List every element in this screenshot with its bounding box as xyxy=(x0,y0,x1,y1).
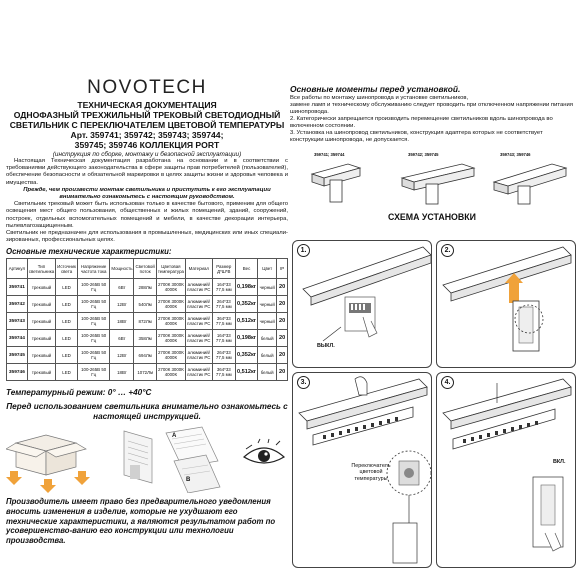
title-line: Арт. 359741; 359742; 359743; 359744; xyxy=(70,130,224,140)
off-label: ВЫКЛ. xyxy=(317,343,335,349)
installation-scheme-title: СХЕМА УСТАНОВКИ xyxy=(388,212,476,222)
specs-cell: 358Лм xyxy=(134,330,156,347)
specs-cell: 100-265В 50 Гц xyxy=(77,364,109,381)
box-unpack-icon xyxy=(6,435,90,493)
specs-row xyxy=(7,313,288,330)
header-cell: Цвет xyxy=(258,259,277,279)
product-label: 359743; 359746 xyxy=(500,152,531,157)
specs-cell: 20 xyxy=(277,364,288,381)
install-step-3 xyxy=(292,372,432,568)
brand-logo xyxy=(6,78,288,98)
specs-cell: 20 xyxy=(277,296,288,313)
specs-cell: черный xyxy=(258,279,277,296)
install-note-line: 2. Категорически запрещается производить перемещение светильников вдоль шинопровода во включенном состоянии. xyxy=(290,116,553,129)
specs-cell: 0,352кг xyxy=(235,296,257,313)
eye-icon xyxy=(244,439,284,463)
logo-text: NOVOTECH xyxy=(87,77,207,98)
specs-cell: 18Вт xyxy=(110,313,134,330)
specs-cell: 872Лм xyxy=(134,313,156,330)
specs-cell: 100-265В 50 Гц xyxy=(77,296,109,313)
install-note-line: Все работы по монтажу шинопровода и установке светильников, xyxy=(290,95,469,101)
specs-cell: 164*33 77,5 мм xyxy=(212,330,235,347)
on-label: ВКЛ. xyxy=(553,459,566,465)
install-notes-title: Основные моменты перед установкой. xyxy=(290,84,461,94)
specs-cell: LED xyxy=(56,296,78,313)
specs-cell: белый xyxy=(258,330,277,347)
specs-cell: 12Вт xyxy=(110,296,134,313)
specs-cell: трековый xyxy=(27,313,55,330)
specs-cell: алюминий/ пластик PC xyxy=(185,347,212,364)
specs-cell: 18Вт xyxy=(110,364,134,381)
step-number: 1. xyxy=(297,244,310,257)
specs-cell: 2700К 3000К 4000К xyxy=(156,279,185,296)
title-line: 359745; 359746 КОЛЛЕКЦИЯ PORT xyxy=(74,140,220,150)
specs-cell: 20 xyxy=(277,279,288,296)
specs-cell: 0,512кг xyxy=(235,313,257,330)
specs-cell: черный xyxy=(258,313,277,330)
specs-cell: 2700К 3000К 4000К xyxy=(156,296,185,313)
intro-restriction: Светильник не предназначен для использования в промышленных, медицинских или иных специали-зированных, профессиональных целях. xyxy=(6,230,288,244)
specs-cell: 2700К 3000К 4000К xyxy=(156,330,185,347)
product-drawings xyxy=(290,150,574,210)
read-instructions-warning: Перед использованием светильника внимательно ознакомьтесь с настоящей инструкцией. xyxy=(6,402,288,422)
specs-cell: 0,198кг xyxy=(235,330,257,347)
title-line: СВЕТИЛЬНИК С ПЕРЕКЛЮЧАТЕЛЕМ ЦВЕТОВОЙ ТЕМПЕРАТУРЫ xyxy=(9,120,285,130)
step-number: 2. xyxy=(441,244,454,257)
manual-label-a: A xyxy=(172,433,177,440)
specs-cell: 2700К 3000К 4000К xyxy=(156,364,185,381)
specs-cell: LED xyxy=(56,313,78,330)
specs-cell: 100-265В 50 Гц xyxy=(77,330,109,347)
header-cell: Артикул xyxy=(7,259,28,279)
header-cell: Цветовая температура xyxy=(156,259,185,279)
title-line: ТЕХНИЧЕСКАЯ ДОКУМЕНТАЦИЯ xyxy=(77,100,217,110)
manufacturer-note: Производитель имеет право без предварительного уведомления вносить изменения в изделие, которые не ухудшают его технические характеристики, а являются результатом работ по усовершенство-ванию его конструкции или технологии производства. xyxy=(6,497,276,545)
specs-cell: белый xyxy=(258,364,277,381)
specs-cell: трековый xyxy=(27,296,55,313)
step-4-drawing xyxy=(437,373,576,568)
step-number: 4. xyxy=(441,376,454,389)
specs-cell: 12Вт xyxy=(110,347,134,364)
install-note-line: 3. Установка на шинопровод светильников, конструкция адаптера которых не соответствует конструкции шинопровода, не допускается. xyxy=(290,130,543,143)
specs-cell: 359746 xyxy=(7,364,28,381)
color-temp-switch-label: Переключатель цветовой температуры xyxy=(351,463,391,482)
track-light-medium-icon xyxy=(402,164,474,204)
specs-cell: 6Вт xyxy=(110,330,134,347)
specs-cell: алюминий/ пластик PC xyxy=(185,296,212,313)
specs-row xyxy=(7,347,288,364)
left-column xyxy=(6,6,288,545)
right-column xyxy=(290,6,574,222)
specs-cell: 2700К 3000К 4000К xyxy=(156,313,185,330)
temperature-range: Температурный режим: 0° … +40°С xyxy=(6,388,152,398)
specs-cell: 359741 xyxy=(7,279,28,296)
specs-cell: 364*33 77,5 мм xyxy=(212,313,235,330)
specs-cell: алюминий/ пластик PC xyxy=(185,330,212,347)
specs-body xyxy=(7,279,288,381)
specs-header-row xyxy=(7,259,288,279)
specs-cell: 100-265В 50 Гц xyxy=(77,347,109,364)
specs-cell: 2700К 3000К 4000К xyxy=(156,347,185,364)
intro-usage: Светильник трековый может быть использован только в качестве бытового, применим для общего освещения мест общего пользования, общественных и жилых помещений, зданий, сооружений, построек, отдельных вспомогательных помещений и мебели, в качестве декорации интерьера, пылевлагозащищенным. xyxy=(6,201,288,229)
install-step-2 xyxy=(436,240,576,368)
specs-cell: LED xyxy=(56,364,78,381)
specs-cell: 264*33 77,5 мм xyxy=(212,347,235,364)
product-label: 359742; 359745 xyxy=(408,152,439,157)
specs-cell: LED xyxy=(56,279,78,296)
specs-cell: 359743 xyxy=(7,313,28,330)
header-cell: Вес xyxy=(235,259,257,279)
specs-cell: 164*33 77,5 мм xyxy=(212,279,235,296)
specs-cell: 0,512кг xyxy=(235,364,257,381)
install-step-4 xyxy=(436,372,576,568)
specs-row xyxy=(7,279,288,296)
specs-cell: 359744 xyxy=(7,330,28,347)
specs-cell: 288Лм xyxy=(134,279,156,296)
specs-cell: трековый xyxy=(27,364,55,381)
specs-cell: алюминий/ пластик PC xyxy=(185,364,212,381)
step-number: 3. xyxy=(297,376,310,389)
specs-cell: LED xyxy=(56,330,78,347)
specs-cell: 6Вт xyxy=(110,279,134,296)
header-cell: IP xyxy=(277,259,288,279)
specs-cell: 20 xyxy=(277,330,288,347)
specs-cell: трековый xyxy=(27,330,55,347)
specs-cell: 540Лм xyxy=(134,296,156,313)
specs-cell: трековый xyxy=(27,279,55,296)
specs-cell: 1072Лм xyxy=(134,364,156,381)
document-subtitle: (инструкция по сборке, монтажу и безопасной эксплуатации) xyxy=(52,151,242,158)
manual-label-b: B xyxy=(186,477,191,484)
install-step-1 xyxy=(292,240,432,368)
specs-cell: алюминий/ пластик PC xyxy=(185,279,212,296)
specs-cell: LED xyxy=(56,347,78,364)
pictogram-illustrations xyxy=(6,425,288,493)
header-cell: Тип светильника xyxy=(27,259,55,279)
title-line: ОДНОФАЗНЫЙ ТРЕХЖИЛЬНЫЙ ТРЕКОВЫЙ СВЕТОДИОДНЫЙ xyxy=(13,110,281,120)
header-cell: Напряжение частота тока xyxy=(77,259,109,279)
document-icon xyxy=(124,431,152,483)
intro-warning: Прежде, чем произвести монтаж светильника и приступить к его эксплуатации внимательно ознакомьтесь с настоящим руководством. xyxy=(23,186,271,201)
document-title xyxy=(6,100,288,150)
specs-cell: черный xyxy=(258,296,277,313)
step-1-drawing xyxy=(293,241,432,368)
header-cell: Материал xyxy=(185,259,212,279)
specs-row xyxy=(7,330,288,347)
warning-pictograms xyxy=(6,425,288,493)
specs-cell: 264*33 77,5 мм xyxy=(212,296,235,313)
specs-cell: белый xyxy=(258,347,277,364)
product-variants xyxy=(290,150,574,210)
specs-cell: алюминий/ пластик PC xyxy=(185,313,212,330)
specs-cell: 100-265В 50 Гц xyxy=(77,313,109,330)
install-note-line: замене ламп и техническому обслуживанию следует проводить при отключенном напряжении питания шинопровода. xyxy=(290,102,573,115)
intro-paragraph: Настоящая Техническая документация разработана на основании и в соответствии с требованиями действующего законодательства в сфере защиты прав потребителей (пользователей), обеспечение безопасности и обязательной маркировки в целях защиты жизни и здоровья человека и имущества. xyxy=(6,158,288,186)
header-cell: Световой поток xyxy=(134,259,156,279)
install-notes xyxy=(290,95,574,144)
specs-cell: трековый xyxy=(27,347,55,364)
specs-row xyxy=(7,296,288,313)
header-cell: Размер Д*Ш*В xyxy=(212,259,235,279)
specs-cell: 0,198кг xyxy=(235,279,257,296)
step-2-drawing xyxy=(437,241,576,368)
specs-cell: 100-265В 50 Гц xyxy=(77,279,109,296)
specs-title: Основные технические характеристики: xyxy=(6,247,172,257)
specs-cell: 0,352кг xyxy=(235,347,257,364)
specs-cell: 364*33 77,5 мм xyxy=(212,364,235,381)
specs-cell: 694Лм xyxy=(134,347,156,364)
specs-cell: 359742 xyxy=(7,296,28,313)
specs-table xyxy=(6,258,288,381)
header-cell: Мощность xyxy=(110,259,134,279)
specs-cell: 20 xyxy=(277,347,288,364)
track-light-short-icon xyxy=(312,164,360,202)
specs-cell: 359745 xyxy=(7,347,28,364)
specs-row xyxy=(7,364,288,381)
specs-cell: 20 xyxy=(277,313,288,330)
header-cell: Источник света xyxy=(56,259,78,279)
product-label: 359741; 359744 xyxy=(314,152,345,157)
track-light-long-icon xyxy=(494,164,566,204)
